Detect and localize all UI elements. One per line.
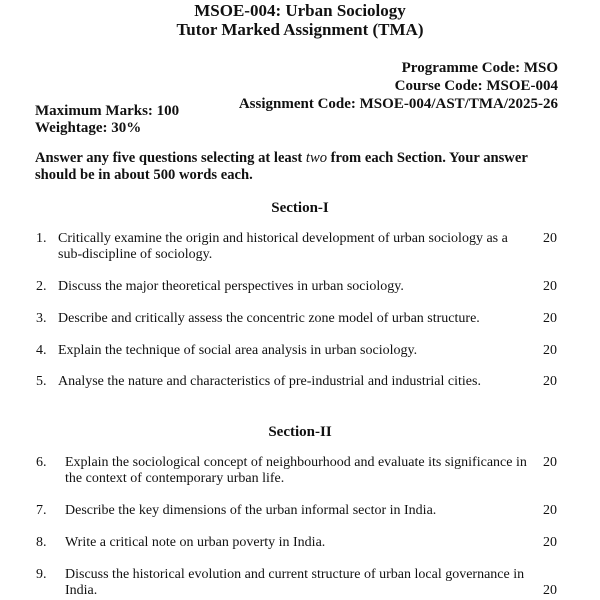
question-number: 9.: [36, 567, 47, 582]
document-subtitle: Tutor Marked Assignment (TMA): [176, 20, 424, 39]
question-marks: 20: [543, 374, 557, 389]
instructions-part2: from each Section. Your answer should be in about 500 words each.: [35, 150, 528, 183]
course-code: Course Code: MSOE-004: [394, 78, 558, 94]
question-marks: 20: [543, 503, 557, 518]
question-number: 3.: [36, 311, 47, 326]
question-text: Describe the key dimensions of the urban informal sector in India.: [65, 503, 437, 518]
maximum-marks: Maximum Marks: 100: [35, 103, 180, 119]
question-marks: 20: [543, 583, 557, 598]
question-marks: 20: [543, 231, 557, 246]
question-marks: 20: [543, 279, 557, 294]
question-text: Write a critical note on urban poverty in India.: [65, 535, 326, 550]
question-text: Explain the sociological concept of neighbourhood and evaluate its significance in the context of contemporary urban life.: [65, 455, 527, 486]
instructions-part1: Answer any five questions selecting at least: [35, 150, 306, 166]
assignment-code: Assignment Code: MSOE-004/AST/TMA/2025-26: [238, 96, 558, 112]
question-number: 8.: [36, 535, 47, 550]
question-text: Critically examine the origin and historical development of urban sociology as a sub-discipline of sociology.: [58, 231, 508, 262]
question-number: 4.: [36, 343, 47, 358]
document-title: MSOE-004: Urban Sociology: [194, 1, 406, 20]
question-marks: 20: [543, 535, 557, 550]
question-marks: 20: [543, 311, 557, 326]
question-text: Describe and critically assess the concentric zone model of urban structure.: [58, 311, 480, 326]
instructions-emphasis: two: [305, 150, 328, 166]
question-number: 6.: [36, 455, 47, 470]
question-marks: 20: [543, 343, 557, 358]
question-number: 5.: [36, 374, 47, 389]
question-text: Discuss the major theoretical perspectives in urban sociology.: [58, 279, 404, 294]
question-text: Discuss the historical evolution and current structure of urban local governance in India.: [65, 567, 525, 598]
question-text: Analyse the nature and characteristics of pre-industrial and industrial cities.: [58, 374, 481, 389]
question-marks: 20: [543, 455, 557, 470]
question-number: 1.: [36, 231, 47, 246]
question-number: 2.: [36, 279, 47, 294]
section-heading: Section-I: [271, 200, 329, 216]
question-number: 7.: [36, 503, 47, 518]
question-text: Explain the technique of social area analysis in urban sociology.: [58, 343, 418, 358]
weightage: Weightage: 30%: [35, 120, 142, 136]
instructions: [35, 150, 570, 184]
programme-code: Programme Code: MSO: [401, 60, 558, 76]
section-heading: Section-II: [268, 424, 332, 440]
